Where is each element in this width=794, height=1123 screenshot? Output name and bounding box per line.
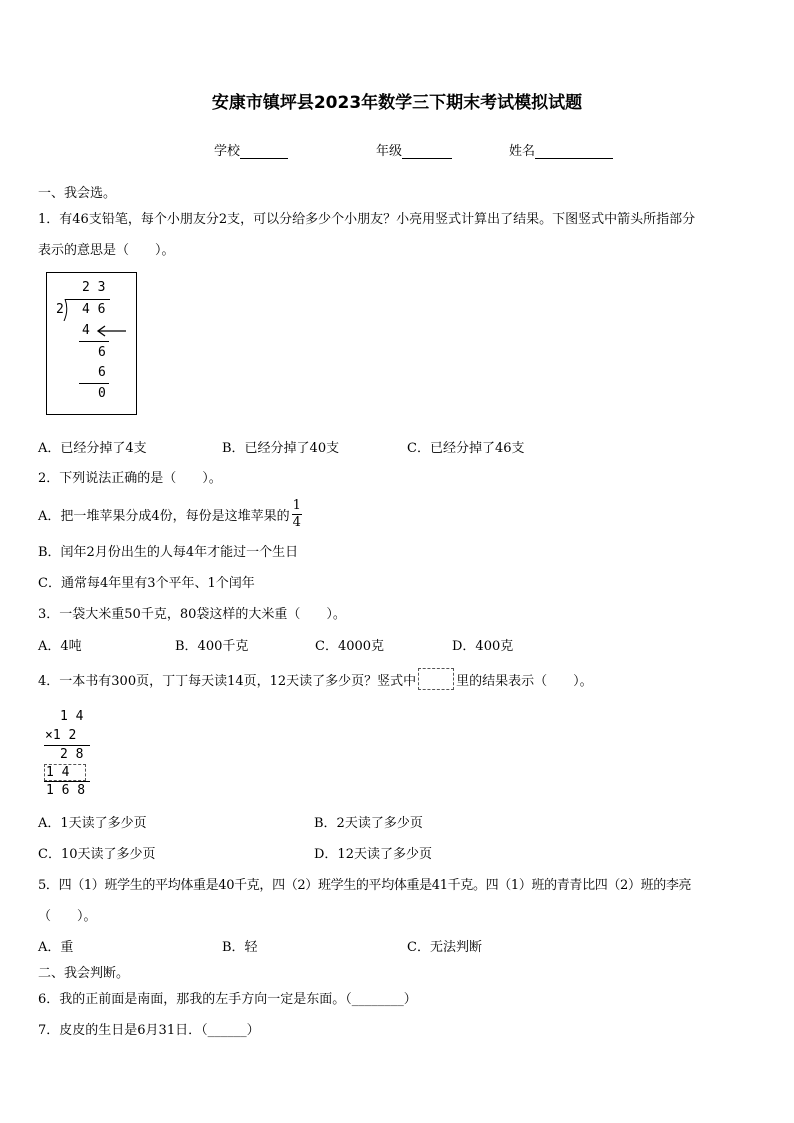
q3-option-b[interactable]: B．400千克: [175, 639, 249, 654]
q2-fraction-denominator: 4: [292, 514, 301, 530]
q4-result: 1 6 8: [46, 783, 86, 798]
grade-field[interactable]: [376, 140, 452, 159]
q1-text-line1: 1．有46支铅笔，每个小朋友分2支，可以分给多少个小朋友？小亮用竖式计算出了结果。下图竖式中箭头所指部分: [38, 212, 696, 227]
q4-line2: [44, 781, 90, 782]
q2-option-a[interactable]: [38, 494, 302, 534]
name-label: 姓名: [509, 144, 536, 159]
q5-option-b[interactable]: B．轻: [222, 940, 258, 955]
q1-line2: [79, 383, 109, 384]
q4-dashed-box: [418, 668, 454, 690]
q1-step3: 6: [98, 365, 106, 380]
q2-option-a-text: A．把一堆苹果分成4份，每份是这堆苹果的: [38, 508, 290, 524]
q1-division-bar: [65, 299, 110, 300]
q4-option-a[interactable]: A．1天读了多少页: [38, 816, 147, 831]
school-label: 学校: [214, 144, 241, 159]
q1-remainder: 0: [98, 386, 106, 401]
school-blank[interactable]: [240, 144, 288, 159]
q2-fraction-numerator: 1: [292, 497, 301, 513]
q1-step1: 4: [82, 323, 90, 338]
q5-text-line2: （ ）。: [38, 909, 97, 924]
q4-multiplication-figure: [40, 708, 96, 800]
q2-fraction: [292, 498, 302, 531]
q3-option-d[interactable]: D．400克: [452, 639, 514, 654]
q2-option-c[interactable]: C．通常每4年里有3个平年、1个闰年: [38, 576, 255, 591]
q1-bracket-curve: [63, 299, 71, 321]
section2-heading: 二、我会判断。: [38, 966, 130, 981]
q7-text: 7．皮皮的生日是6月31日．（______）: [38, 1023, 260, 1038]
q5-option-c[interactable]: C．无法判断: [407, 940, 482, 955]
q3-text: 3．一袋大米重50千克，80袋这样的大米重（ ）。: [38, 607, 346, 622]
q1-quotient: 2 3: [82, 280, 106, 295]
q2-question: 2．下列说法正确的是（ ）。: [38, 471, 222, 486]
q3-option-c[interactable]: C．4000克: [315, 639, 385, 654]
school-field[interactable]: [214, 140, 288, 159]
q1-option-a[interactable]: A．已经分掉了4支: [38, 441, 147, 456]
section1-heading: 一、我会选。: [38, 186, 117, 201]
q5-text-line1: 5．四（1）班学生的平均体重是40千克，四（2）班学生的平均体重是41千克。四（1）班的青青比四（2）班的李亮: [38, 878, 692, 893]
q4-text: [38, 668, 593, 690]
page-title: 安康市镇坪县2023年数学三下期末考试模拟试题: [211, 93, 583, 113]
q4-top: 1 4: [60, 709, 84, 724]
name-blank[interactable]: [535, 144, 613, 159]
q1-option-b[interactable]: B．已经分掉了40支: [222, 441, 340, 456]
grade-label: 年级: [376, 144, 403, 159]
name-field[interactable]: [509, 140, 613, 159]
q4-option-c[interactable]: C．10天读了多少页: [38, 847, 156, 862]
grade-blank[interactable]: [402, 144, 452, 159]
q4-text-before: 4．一本书有300页，丁丁每天读14页，12天读了多少页？竖式中: [38, 673, 417, 689]
q5-option-a[interactable]: A．重: [38, 940, 74, 955]
q1-division-figure: [46, 272, 137, 415]
q6-text: 6．我的正前面是南面，那我的左手方向一定是东面。（________）: [38, 992, 417, 1007]
q4-row1: 2 8: [60, 747, 84, 762]
q1-step2: 6: [98, 345, 106, 360]
q1-arrow-icon: [95, 325, 127, 337]
q4-row2: 1 4: [46, 765, 70, 780]
q3-option-a[interactable]: A．4吨: [38, 639, 82, 654]
q2-option-b[interactable]: B．闰年2月份出生的人每4年才能过一个生日: [38, 545, 299, 560]
q4-mult: ×1 2: [45, 728, 77, 743]
q1-divisor: 2: [56, 302, 64, 317]
q4-option-d[interactable]: D．12天读了多少页: [314, 847, 432, 862]
q1-dividend: 4 6: [82, 302, 106, 317]
q4-option-b[interactable]: B．2天读了多少页: [314, 816, 423, 831]
q4-line1: [44, 745, 90, 746]
q1-text-line2: 表示的意思是（ ）。: [38, 243, 175, 258]
q1-line1: [79, 341, 109, 342]
q1-option-c[interactable]: C．已经分掉了46支: [407, 441, 525, 456]
q4-text-after: 里的结果表示（ ）。: [456, 673, 593, 689]
